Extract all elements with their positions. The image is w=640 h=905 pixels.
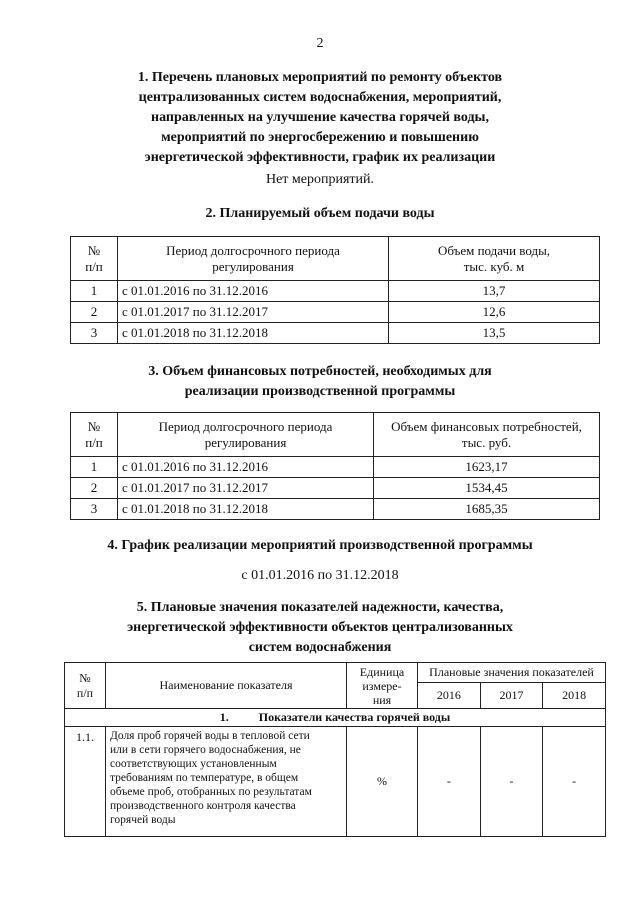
row-num: 3	[71, 323, 118, 344]
row-value: 13,5	[389, 323, 600, 344]
section1-title-line: энергетической эффективности, график их реализации	[144, 150, 496, 165]
header-planned: Плановые значения показателей	[418, 663, 606, 683]
table-row	[71, 457, 600, 478]
group-row	[65, 709, 606, 727]
supply-volume-table	[70, 236, 600, 344]
section5-title	[0, 598, 640, 658]
row-period: с 01.01.2016 по 31.12.2016	[118, 457, 374, 478]
page-number: 2	[316, 36, 324, 51]
row-period: с 01.01.2018 по 31.12.2018	[118, 499, 374, 520]
row-num: 2	[71, 302, 118, 323]
row-value-2018: -	[543, 727, 606, 837]
row-num: 1	[71, 457, 118, 478]
header-name: Наименование показателя	[106, 663, 347, 709]
header-year-2018: 2018	[543, 683, 606, 709]
header-num: № п/п	[71, 413, 118, 457]
row-value: 1623,17	[374, 457, 600, 478]
row-unit: %	[347, 727, 418, 837]
table-row	[71, 323, 600, 344]
section1-title-line: централизованных систем водоснабжения, мероприятий,	[138, 90, 502, 105]
row-period: с 01.01.2017 по 31.12.2017	[118, 302, 389, 323]
header-unit: Единица измере- ния	[347, 663, 418, 709]
section3-title	[0, 362, 640, 402]
row-value-2017: -	[480, 727, 543, 837]
row-period: с 01.01.2018 по 31.12.2018	[118, 323, 389, 344]
header-year-2016: 2016	[418, 683, 481, 709]
table-row	[71, 478, 600, 499]
row-period: с 01.01.2017 по 31.12.2017	[118, 478, 374, 499]
header-period: Период долгосрочного периода регулирования	[118, 237, 389, 281]
row-period: с 01.01.2016 по 31.12.2016	[118, 281, 389, 302]
header-num: № п/п	[71, 237, 118, 281]
section3-title-line: 3. Объем финансовых потребностей, необходимых для	[148, 364, 492, 379]
section1-title	[0, 68, 640, 168]
table-row	[71, 302, 600, 323]
section5-title-line: систем водоснабжения	[248, 640, 392, 655]
section5-title-line: энергетической эффективности объектов централизованных	[127, 620, 513, 635]
header-value: Объем подачи воды, тыс. куб. м	[389, 237, 600, 281]
section1-title-line: направленных на улучшение качества горячей воды,	[151, 110, 489, 125]
indicators-table	[64, 662, 606, 837]
section4-period: с 01.01.2016 по 31.12.2018	[241, 568, 399, 583]
section5-title-line: 5. Плановые значения показателей надежности, качества,	[136, 600, 504, 615]
group-title	[65, 709, 606, 727]
section2-title: 2. Планируемый объем подачи воды	[205, 206, 435, 221]
header-num: № п/п	[65, 663, 106, 709]
table-row	[71, 281, 600, 302]
row-indicator-name: Доля проб горячей воды в тепловой сети или в сети горячего водоснабжения, не соответствующих установленным требованиям по температуре, в общем объеме проб, отобранных по результатам производственного контроля качества горячей воды	[106, 727, 347, 837]
row-value: 1685,35	[374, 499, 600, 520]
row-num: 3	[71, 499, 118, 520]
row-num: 1	[71, 281, 118, 302]
table-header-row	[65, 663, 606, 683]
header-value: Объем финансовых потребностей, тыс. руб.	[374, 413, 600, 457]
row-num: 1.1.	[65, 727, 106, 837]
section1-note: Нет мероприятий.	[265, 172, 375, 187]
row-value: 1534,45	[374, 478, 600, 499]
table-row	[65, 727, 606, 837]
header-period: Период долгосрочного периода регулирования	[118, 413, 374, 457]
section1-title-line: 1. Перечень плановых мероприятий по ремонту объектов	[137, 70, 503, 85]
table-row	[71, 499, 600, 520]
section1-title-line: мероприятий по энергосбережению и повышению	[161, 130, 479, 145]
table-header-row	[71, 413, 600, 457]
row-value-2016: -	[418, 727, 481, 837]
table-header-row	[71, 237, 600, 281]
header-year-2017: 2017	[480, 683, 543, 709]
section4-title: 4. График реализации мероприятий производственной программы	[107, 538, 533, 553]
group-num: 1.	[219, 710, 229, 724]
section3-title-line: реализации производственной программы	[184, 384, 456, 399]
row-num: 2	[71, 478, 118, 499]
row-value: 12,6	[389, 302, 600, 323]
financial-needs-table	[70, 412, 600, 520]
row-value: 13,7	[389, 281, 600, 302]
group-title-text: Показатели качества горячей воды	[258, 710, 451, 724]
